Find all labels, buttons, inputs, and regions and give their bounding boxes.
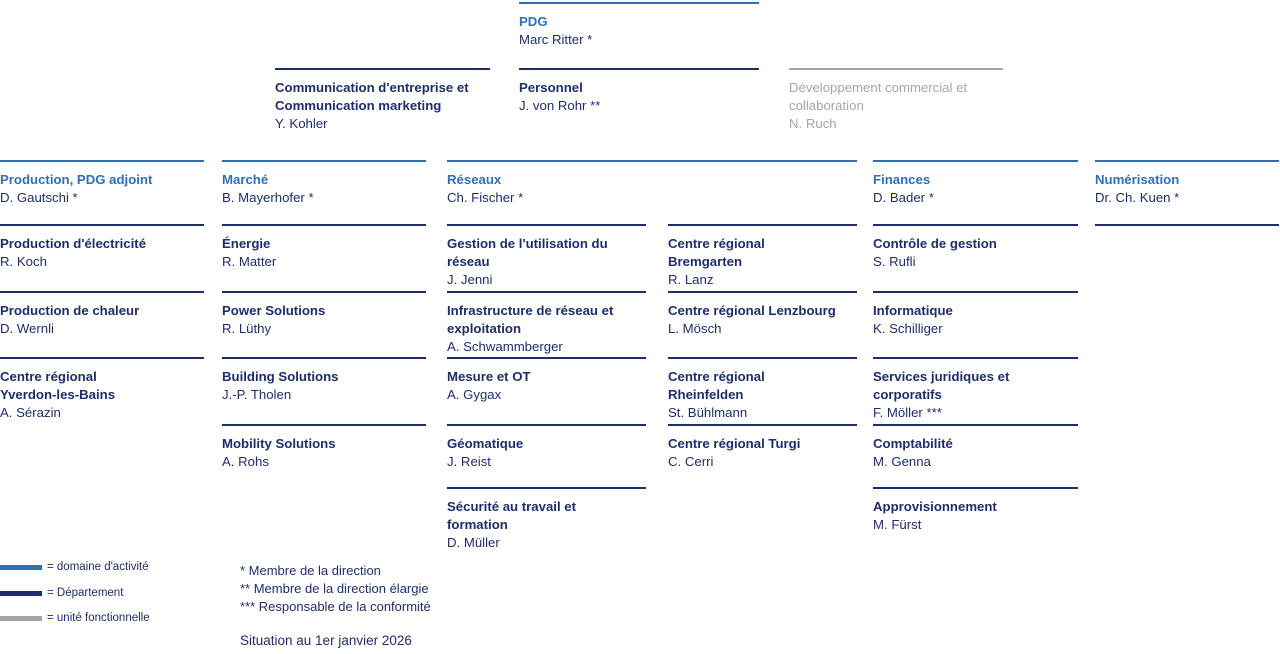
org-box-pdg: [519, 2, 759, 49]
legend-label-unite: = unité fonctionnelle: [47, 612, 150, 624]
legend-swatch-domaine: [0, 565, 42, 570]
box-person: M. Genna: [873, 454, 931, 469]
box-person: B. Mayerhofer *: [222, 190, 314, 205]
org-box-comptabilite: [873, 424, 1078, 471]
box-title: Informatique: [873, 303, 953, 318]
box-person: R. Koch: [0, 254, 47, 269]
box-person: D. Gautschi *: [0, 190, 78, 205]
box-person: Y. Kohler: [275, 116, 328, 131]
org-box-power-solutions: [222, 291, 426, 338]
box-title: Building Solutions: [222, 369, 339, 384]
box-title: Réseaux: [447, 172, 502, 187]
box-person: K. Schilliger: [873, 321, 943, 336]
numerisation-separator: [1095, 224, 1279, 226]
org-box-marche: [222, 160, 426, 207]
box-title: Numérisation: [1095, 172, 1180, 187]
situation-date: Situation au 1er janvier 2026: [240, 633, 412, 648]
box-person: D. Wernli: [0, 321, 54, 336]
org-box-centre-lenzbourg: [668, 291, 857, 338]
org-box-finances: [873, 160, 1078, 207]
org-box-production-chaleur: [0, 291, 204, 338]
box-person: Ch. Fischer *: [447, 190, 524, 205]
legend-label-domaine: = domaine d'activité: [47, 561, 149, 573]
org-box-building-solutions: [222, 357, 426, 404]
box-title: Production, PDG adjoint: [0, 172, 153, 187]
box-person: R. Lanz: [668, 272, 714, 287]
box-title: Sécurité au travail et formation: [447, 499, 577, 532]
legend-label-departement: = Département: [47, 587, 124, 599]
org-box-mesure-ot: [447, 357, 646, 404]
note-membre-direction-elargie: ** Membre de la direction élargie: [240, 581, 429, 596]
box-person: J. Jenni: [447, 272, 493, 287]
org-box-infrastructure-reseau: [447, 291, 646, 356]
box-person: Marc Ritter *: [519, 32, 593, 47]
note-membre-direction: * Membre de la direction: [240, 563, 381, 578]
box-person: M. Fürst: [873, 517, 922, 532]
box-title: Géomatique: [447, 436, 524, 451]
box-person: R. Lüthy: [222, 321, 272, 336]
org-box-mobility-solutions: [222, 424, 426, 471]
box-person: F. Möller ***: [873, 405, 942, 420]
box-title: Centre régional Lenzbourg: [668, 303, 836, 318]
box-title: Marché: [222, 172, 269, 187]
box-title: Centre régional Bremgarten: [668, 236, 765, 269]
org-box-personnel: [519, 68, 759, 115]
box-title: Énergie: [222, 236, 271, 251]
legend-swatch-departement: [0, 591, 42, 596]
org-box-energie: [222, 224, 426, 271]
box-title: Développement commercial et collaboration: [789, 80, 968, 113]
org-box-centre-turgi: [668, 424, 857, 471]
box-person: N. Ruch: [789, 116, 837, 131]
box-title: Personnel: [519, 80, 583, 95]
org-box-informatique: [873, 291, 1078, 338]
org-box-securite-travail: [447, 487, 646, 552]
org-box-production: [0, 160, 204, 207]
org-box-centre-rheinfelden: [668, 357, 857, 422]
box-title: Gestion de l'utilisation du réseau: [447, 236, 608, 269]
box-person: L. Mösch: [668, 321, 722, 336]
box-person: A. Gygax: [447, 387, 502, 402]
box-person: S. Rufli: [873, 254, 916, 269]
box-title: Centre régional Rheinfelden: [668, 369, 765, 402]
box-person: St. Bühlmann: [668, 405, 748, 420]
box-person: C. Cerri: [668, 454, 714, 469]
box-title: Contrôle de gestion: [873, 236, 997, 251]
box-title: Production d'électricité: [0, 236, 147, 251]
box-title: Centre régional Turgi: [668, 436, 801, 451]
box-person: J. Reist: [447, 454, 491, 469]
box-title: Approvisionnement: [873, 499, 997, 514]
org-box-centre-yverdon: [0, 357, 204, 422]
org-box-geomatique: [447, 424, 646, 471]
box-person: R. Matter: [222, 254, 277, 269]
box-title: Production de chaleur: [0, 303, 140, 318]
org-box-centre-bremgarten: [668, 224, 857, 289]
legend-swatch-unite: [0, 616, 42, 621]
box-person: Dr. Ch. Kuen *: [1095, 190, 1180, 205]
box-title: Power Solutions: [222, 303, 326, 318]
box-title: Comptabilité: [873, 436, 953, 451]
org-box-services-juridiques: [873, 357, 1078, 422]
org-box-developpement: [789, 68, 1003, 133]
box-title: Services juridiques et corporatifs: [873, 369, 1010, 402]
org-box-controle-gestion: [873, 224, 1078, 271]
note-responsable-conformite: *** Responsable de la conformité: [240, 599, 431, 614]
org-box-communication: [275, 68, 490, 133]
org-box-reseaux: [447, 160, 857, 207]
box-person: D. Müller: [447, 535, 500, 550]
box-person: D. Bader *: [873, 190, 934, 205]
org-box-numerisation: [1095, 160, 1279, 207]
box-person: J.-P. Tholen: [222, 387, 292, 402]
org-box-gestion-reseau: [447, 224, 646, 289]
box-title: Communication d'entreprise et Communication marketing: [275, 80, 469, 113]
box-title: Centre régional Yverdon-les-Bains: [0, 369, 116, 402]
box-title: PDG: [519, 14, 548, 29]
box-person: A. Schwammberger: [447, 339, 563, 354]
box-title: Mobility Solutions: [222, 436, 336, 451]
box-title: Infrastructure de réseau et exploitation: [447, 303, 614, 336]
org-box-approvisionnement: [873, 487, 1078, 534]
org-box-production-electricite: [0, 224, 204, 271]
box-person: J. von Rohr **: [519, 98, 601, 113]
box-title: Finances: [873, 172, 931, 187]
box-person: A. Rohs: [222, 454, 269, 469]
box-person: A. Sérazin: [0, 405, 61, 420]
box-title: Mesure et OT: [447, 369, 531, 384]
